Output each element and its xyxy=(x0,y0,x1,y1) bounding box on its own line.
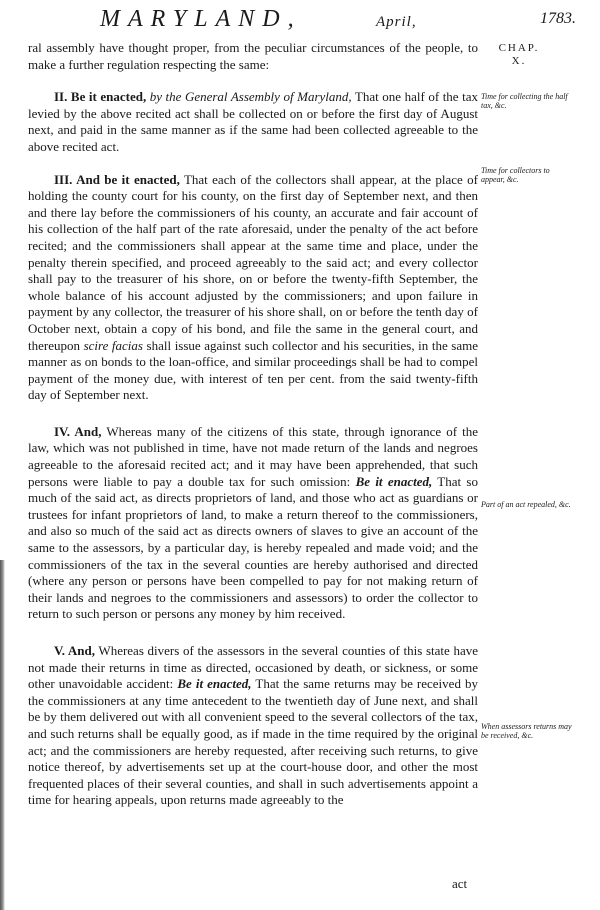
p5-text-b: That the same returns may be received by the commissioners at any time antecedent to the twentieth day of June next, and shall be by them delivered out with all convenient speed to the several collectors of the tax, and such returns shall be equally good, as if made in the time required by the original act; and the commissioners are hereby requested, after receiving such returns, to give notice thereof, by advertisements set up at the court-house door, and other the most frequented places of their several counties, and shall in such advertisements appoint a time for hearing appeals, upon returns made agreeably to the xyxy=(28,676,479,808)
p5-lead: V. And, xyxy=(54,643,95,658)
p2-text: That one half of the tax levied by the above recited act shall be collected on or before the first day of August next, and paid in the same manner as if the same had been collected agreeable to the above recited act. xyxy=(28,89,478,154)
page-binding-shadow xyxy=(0,560,5,910)
p5-enact: Be it enacted, xyxy=(177,676,252,692)
chapter-number: X. xyxy=(511,55,527,67)
paragraph-section-3 xyxy=(28,172,478,404)
body-text xyxy=(28,40,478,809)
paragraph-continuation xyxy=(28,40,478,73)
header-month: April, xyxy=(376,14,417,30)
margin-note-3: Part of an act repealed, &c. xyxy=(481,500,571,509)
p3-text-a: That each of the collectors shall appear, at the place of holding the county court for his county, on the first day of September next, and then and there lay before the commissioners of his county, an accurate and fair account of his collection of the half part of the rate aforesaid, under the penalty of the act before recited; and the commissioners shall appear at the same time and place, under the penalty therein specified, and proceed agreeably to the said act; and every collector shall pay to the treasurer of his shore, on or before the twenty-fifth September, the whole balance of his account adjusted by the commissioners; and upon failure in payment by any collector, the treasurer of his shore shall, on or before the tenth day of October next, obtain a copy of his bond, and file the same in the general court, and thereupon xyxy=(28,171,478,353)
paragraph-section-4 xyxy=(28,424,478,623)
margin-note-2: Time for collectors to appear, &c. xyxy=(481,166,550,184)
paragraph-section-2 xyxy=(28,89,478,155)
header-title: MARYLAND, xyxy=(100,6,302,32)
paragraph-section-5 xyxy=(28,643,478,809)
p4-text-a: Whereas many of the citizens of this state, through ignorance of the law, which was not published in time, have not made return of the lands and negroes agreeable to the aforesaid recited act; and it may have been apprehended, that such persons were liable to pay a double tax for such omission: xyxy=(28,423,478,489)
p3-scire: scire facias xyxy=(83,337,143,353)
p4-text-b: That so much of the said act, as directs proprietors of land, and those who act as guardians or trustees for infant proprietors of land, to make a return thereof to the commissioners, and also so much of the said act as directs owners of slaves to give an account of the same to the assessors, by a particular day, is hereby repealed and made void; and the commissioners of the tax in the several counties are hereby authorised and directed (where any person or persons have been compelled to pay for not making return of their lands and negroes to the commissioners and assessors) to order the collector to return to such person or persons any money by him received. xyxy=(28,473,478,622)
p5-text-a: Whereas divers of the assessors in the several counties of this state have not made their returns in time as directed, occasioned by death, or sickness, or some other unavoidable accident: xyxy=(28,643,478,692)
margin-note-1: Time for collecting the half tax, &c. xyxy=(481,92,568,110)
p4-lead: IV. And, xyxy=(54,423,102,439)
p3-lead: III. And be it enacted, xyxy=(54,171,180,187)
p2-lead: II. Be it enacted, xyxy=(54,89,147,105)
chapter-word: CHAP. xyxy=(498,42,540,54)
margin-note-4: When assessors returns may be received, &c. xyxy=(481,722,572,740)
catchword: act xyxy=(452,876,468,891)
running-header xyxy=(0,6,600,36)
p0-text: ral assembly have thought proper, from the peculiar circumstances of the people, to make a further regulation respecting the same: xyxy=(28,40,478,72)
chapter-label xyxy=(484,42,554,68)
p4-enact: Be it enacted, xyxy=(355,473,433,489)
p2-by: by the General Assembly of Maryland, xyxy=(146,89,352,105)
p3-text-b: shall issue against such collector and his securities, in the same manner as on bonds to the loan-office, and similar proceedings shall be had to compel payment of the money due, with interest of ten per cent. from the said twenty-fifth day of September next. xyxy=(28,337,478,403)
header-year: 1783. xyxy=(540,10,576,27)
